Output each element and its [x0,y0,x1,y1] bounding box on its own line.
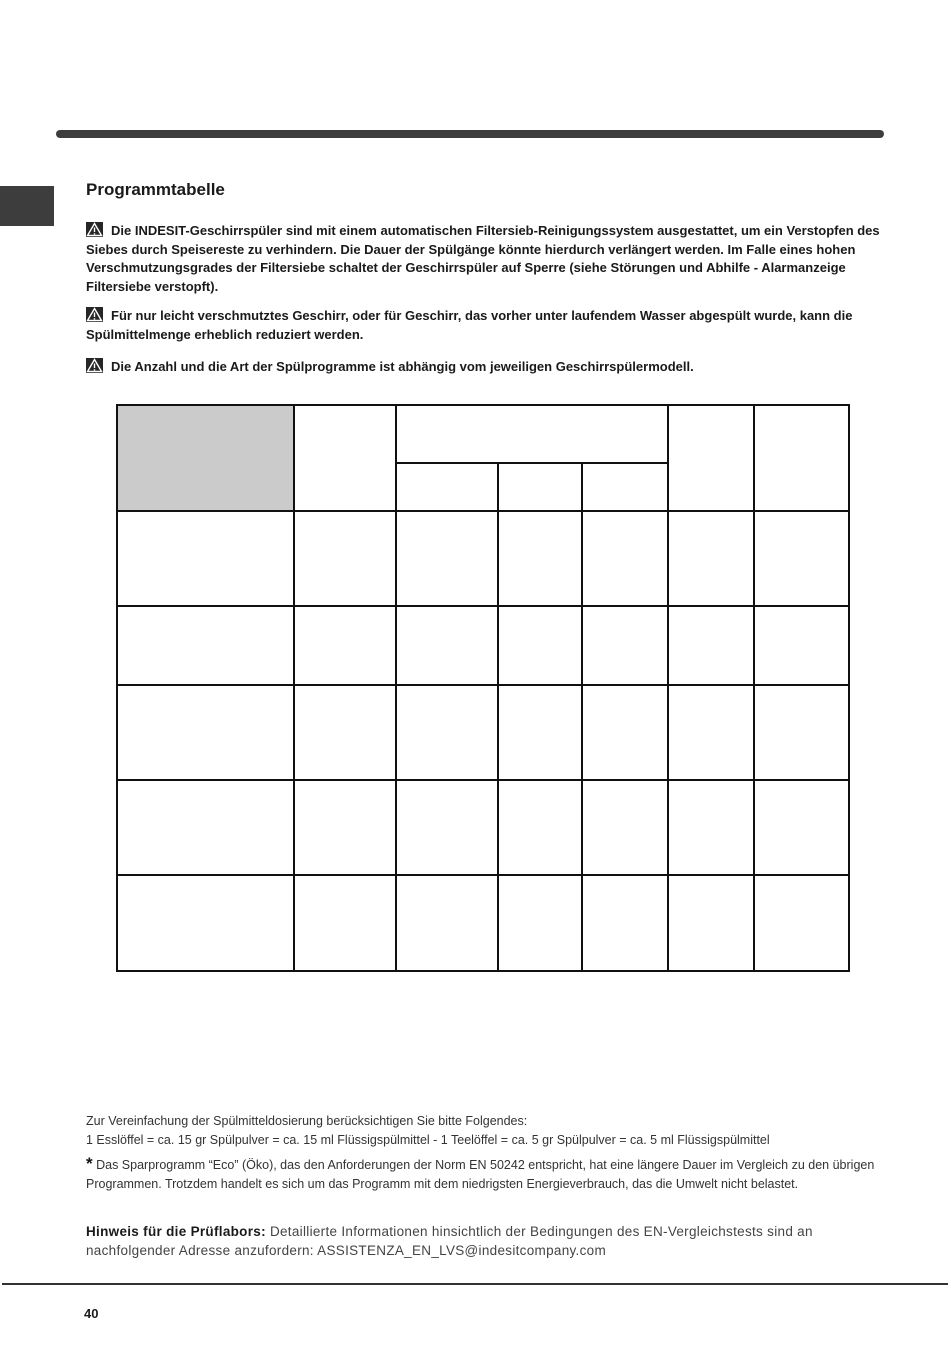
table-cell [668,606,754,685]
top-rule [56,130,884,138]
table-cell [582,780,668,875]
lab-note-text: Detaillierte Informationen hinsichtlich der Bedingungen des EN-Vergleichstests sind an nachfolgender Adresse anzufordern: ASSISTENZA_EN_LVS@indesitcompany.com [86,1224,813,1258]
section-tab [0,186,54,226]
note-text: Für nur leicht verschmutztes Geschirr, oder für Geschirr, das vorher unter laufendem Wasser abgespült wurde, kann die Spülmittelmenge erheblich reduziert werden. [86,308,853,342]
warning-triangle-icon [86,222,103,237]
table-row [117,780,849,875]
dosage-intro: Zur Vereinfachung der Spülmitteldosierung berücksichtigen Sie bitte Folgendes: [86,1114,528,1128]
table-header-cell [117,405,294,511]
table-cell [668,875,754,971]
table-cell [117,875,294,971]
table-cell [754,685,849,780]
table-cell [754,875,849,971]
note-text: Die Anzahl und die Art der Spülprogramme ist abhängig vom jeweiligen Geschirrspülermodell. [111,359,694,374]
dosage-note [86,1112,886,1149]
eco-note-text: Das Sparprogramm “Eco” (Öko), das den Anforderungen der Norm EN 50242 entspricht, hat eine längere Dauer im Vergleich zu den übrigen Programmen. Trotzdem handelt es sich um das Programm mit dem niedrigsten Energieverbrauch, das die Umwelt nicht belastet. [86,1158,875,1191]
page-number: 40 [84,1306,99,1321]
table-cell [294,780,396,875]
table-cell [294,511,396,606]
table-cell [582,606,668,685]
table-cell [582,875,668,971]
table-cell [396,511,498,606]
table-cell [396,875,498,971]
table-cell [498,606,582,685]
table-cell [117,511,294,606]
table-cell [754,606,849,685]
table-row [117,685,849,780]
table-cell [294,685,396,780]
lab-note-label: Hinweis für die Prüflabors: [86,1224,266,1239]
warning-triangle-icon [86,307,103,322]
table-header-row [117,405,849,463]
table-cell [498,511,582,606]
table-header-cell [668,405,754,511]
table-cell [754,511,849,606]
table-cell [294,875,396,971]
eco-note [86,1155,886,1193]
table-subheader-cell [582,463,668,511]
table-cell [498,780,582,875]
table-row [117,875,849,971]
warning-triangle-icon [86,358,103,373]
bottom-rule [2,1283,948,1285]
table-header-group-cell [396,405,668,463]
table-cell [754,780,849,875]
table-header-cell [754,405,849,511]
table-cell [668,685,754,780]
table-cell [498,875,582,971]
table-cell [582,511,668,606]
note-detergent-reduction [86,307,886,344]
table-row [117,511,849,606]
table-cell [294,606,396,685]
program-table [116,404,850,972]
table-cell [117,780,294,875]
page-title: Programmtabelle [86,180,225,199]
table-cell [396,685,498,780]
table-cell [396,780,498,875]
table-cell [668,780,754,875]
note-program-count [86,358,886,377]
table-cell [117,685,294,780]
table-subheader-cell [498,463,582,511]
table-cell [498,685,582,780]
table-subheader-cell [396,463,498,511]
table-row [117,606,849,685]
table-header-cell [294,405,396,511]
lab-note [86,1222,886,1260]
note-filter-cleaning [86,222,886,296]
table-cell [668,511,754,606]
table-cell [396,606,498,685]
table-cell [117,606,294,685]
table-cell [582,685,668,780]
note-text: Die INDESIT-Geschirrspüler sind mit einem automatischen Filtersieb-Reinigungssystem ausgestattet, um ein Verstopfen des Siebes durch Speisereste zu verhindern. Die Dauer der Spülgänge könnte hierdurch verlängert werden. Im Falle eines hohen Verschmutzungsgrades der Filtersiebe schaltet der Geschirrspüler auf Sperre (siehe Störungen und Abhilfe - Alarmanzeige Filtersiebe verstopft). [86,223,880,294]
dosage-conversion: 1 Esslöffel = ca. 15 gr Spülpulver = ca. 15 ml Flüssigspülmittel - 1 Teelöffel = ca. 5 gr Spülpulver = ca. 5 ml Flüssigspülmittel [86,1132,770,1147]
asterisk-mark: * [86,1154,93,1173]
